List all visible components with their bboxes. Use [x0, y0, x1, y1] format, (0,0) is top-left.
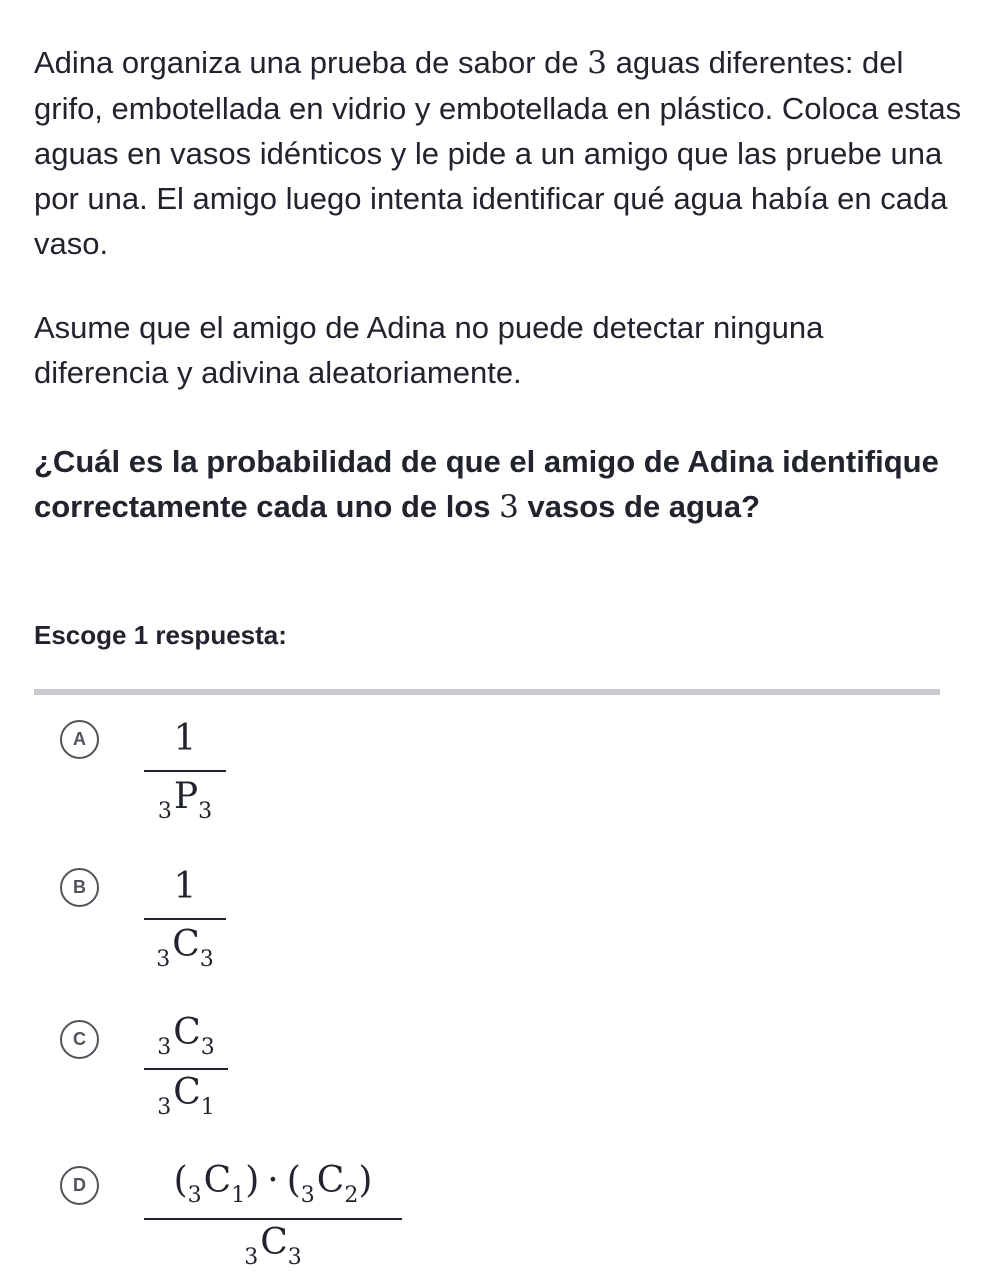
num-paren-open: ( [286, 1160, 301, 1201]
choice-a[interactable] [60, 718, 940, 828]
choice-d-fraction [144, 1160, 402, 1280]
fraction-bar [144, 1218, 402, 1220]
den-symbol: C [172, 924, 200, 965]
choice-letter-badge: C [60, 1020, 99, 1059]
choice-c[interactable] [60, 1012, 940, 1127]
fraction-numerator: 1 [173, 718, 197, 759]
den-symbol: P [173, 776, 199, 817]
num-subscript: 3 [200, 1035, 215, 1060]
den-prescript: 3 [157, 1095, 172, 1120]
choice-d[interactable] [60, 1160, 940, 1280]
den-symbol: C [260, 1222, 288, 1263]
num-2-symbol: C [316, 1160, 345, 1201]
fraction-denominator [144, 776, 226, 824]
num-1-prescript: 3 [187, 1183, 202, 1208]
prompt-text-a: ¿Cuál es la probabilidad de que el amigo de Adina identifique correctamente cada uno de los [34, 444, 939, 524]
fraction-denominator [144, 1222, 402, 1270]
fraction-bar [144, 1068, 228, 1070]
fraction-numerator [144, 1012, 228, 1060]
choice-b[interactable] [60, 866, 940, 976]
num-symbol: C [173, 1012, 201, 1053]
choice-letter-badge: B [60, 868, 99, 907]
choice-c-fraction [144, 1012, 228, 1127]
multiply-dot: · [267, 1160, 279, 1201]
question-prompt [34, 439, 964, 530]
fraction-bar [144, 770, 226, 772]
prompt-number: 3 [499, 489, 519, 525]
den-prescript: 3 [156, 947, 171, 972]
divider [34, 689, 940, 695]
paragraph-1-text-b: aguas diferentes: del grifo, embotellada en vidrio y embotellada en plástico. Coloca estas aguas en vasos idénticos y le pide a un amigo que las pruebe una por una. El amigo luego intenta identificar qué agua había en cada vaso. [34, 45, 962, 261]
den-subscript: 3 [287, 1245, 302, 1270]
fraction-denominator [144, 924, 226, 972]
den-prescript: 3 [157, 799, 172, 824]
num-prescript: 3 [157, 1035, 172, 1060]
fraction-bar [144, 918, 226, 920]
fraction-numerator: 1 [173, 866, 197, 907]
choice-a-fraction [144, 718, 226, 828]
choice-b-fraction [144, 866, 226, 976]
answer-instruction: Escoge 1 respuesta: [34, 620, 287, 650]
den-prescript: 3 [244, 1245, 259, 1270]
num-paren-close: ) [358, 1160, 373, 1201]
num-paren-open: ( [173, 1160, 188, 1201]
num-paren-close: ) [245, 1160, 260, 1201]
fraction-denominator [144, 1072, 228, 1120]
choice-letter-badge: A [60, 720, 99, 759]
question-paragraph-2: Asume que el amigo de Adina no puede detectar ninguna diferencia y adivina aleatoriamente. [34, 310, 824, 390]
den-subscript: 1 [200, 1095, 215, 1120]
paragraph-1-number: 3 [587, 45, 607, 81]
choice-letter-badge: D [60, 1166, 99, 1205]
num-2-subscript: 2 [344, 1183, 359, 1208]
fraction-numerator [144, 1160, 402, 1208]
paragraph-1-text-a: Adina organiza una prueba de sabor de [34, 45, 588, 80]
den-symbol: C [173, 1072, 201, 1113]
num-1-symbol: C [203, 1160, 232, 1201]
num-1-subscript: 1 [231, 1183, 246, 1208]
num-2-prescript: 3 [300, 1183, 315, 1208]
question-paragraph-1 [34, 40, 964, 266]
prompt-text-b: vasos de agua? [518, 489, 761, 524]
den-subscript: 3 [199, 947, 214, 972]
den-subscript: 3 [198, 799, 213, 824]
